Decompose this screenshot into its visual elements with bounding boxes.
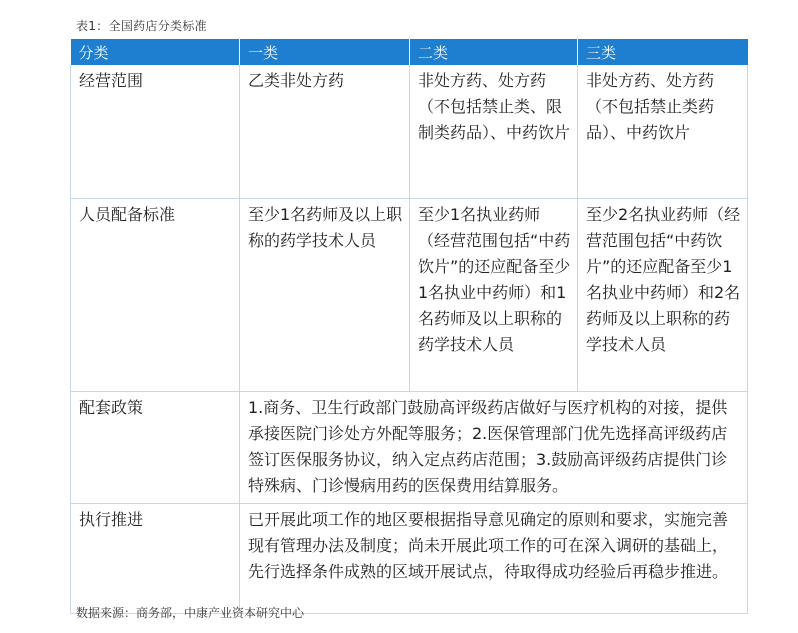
staff-class-3: 至少2名执业药师（经营范围包括“中药饮片”的还应配备至少1名执业中药师）和2名药师及以上职称的药学技术人员 — [578, 198, 748, 391]
row-label-scope: 经营范围 — [71, 65, 240, 198]
execution-content: 已开展此项工作的地区要根据指导意见确定的原则和要求，实施完善现有管理办法及制度；尚未开展此项工作的可在深入调研的基础上，先行选择条件成熟的区域开展试点，待取得成功经验后再稳步推进。 — [240, 503, 748, 613]
table-row-policy — [71, 391, 748, 503]
scope-class-1: 乙类非处方药 — [240, 65, 410, 198]
pharmacy-classification-table — [70, 39, 748, 614]
header-category: 分类 — [71, 39, 240, 65]
staff-class-2: 至少1名执业药师（经营范围包括“中药饮片”的还应配备至少1名执业中药师）和1名药师及以上职称的药学技术人员 — [410, 198, 578, 391]
table-header-row — [71, 39, 748, 65]
staff-class-1: 至少1名药师及以上职称的药学技术人员 — [240, 198, 410, 391]
data-source-note: 数据来源：商务部，中康产业资本研究中心 — [76, 606, 305, 620]
policy-content: 1.商务、卫生行政部门鼓励高评级药店做好与医疗机构的对接，提供承接医院门诊处方外配等服务；2.医保管理部门优先选择高评级药店签订医保服务协议，纳入定点药店范围；3.鼓励高评级药店提供门诊特殊病、门诊慢病用药的医保费用结算服务。 — [240, 391, 748, 503]
row-label-execution: 执行推进 — [71, 503, 240, 613]
table-row-execution — [71, 503, 748, 613]
scope-class-3: 非处方药、处方药（不包括禁止类药品）、中药饮片 — [578, 65, 748, 198]
scope-class-2: 非处方药、处方药（不包括禁止类、限制类药品）、中药饮片 — [410, 65, 578, 198]
table-row-scope — [71, 65, 748, 198]
header-class-1: 一类 — [240, 39, 410, 65]
table-row-staff — [71, 198, 748, 391]
row-label-policy: 配套政策 — [71, 391, 240, 503]
header-class-2: 二类 — [410, 39, 578, 65]
row-label-staff: 人员配备标准 — [71, 198, 240, 391]
header-class-3: 三类 — [578, 39, 748, 65]
table-caption: 表1：全国药店分类标准 — [76, 19, 207, 33]
